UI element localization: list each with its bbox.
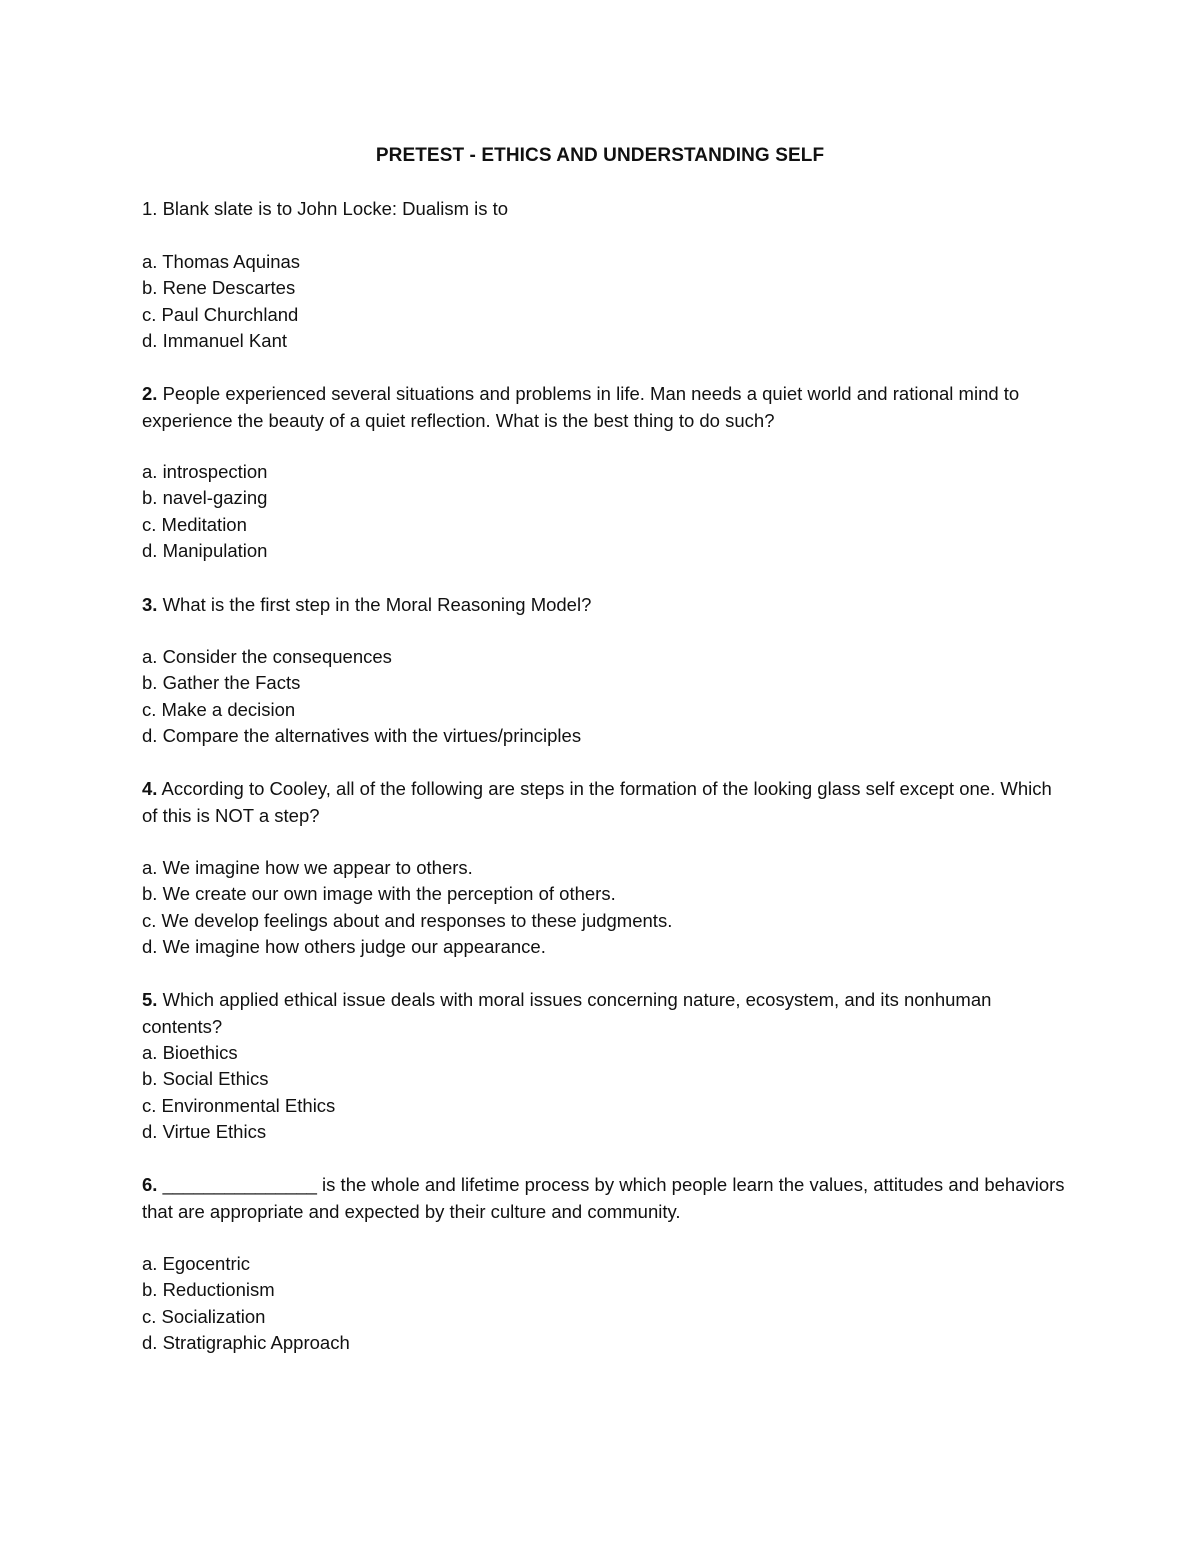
question-1-options <box>142 249 1042 355</box>
option-3d: d. Compare the alternatives with the virtues/principles <box>142 725 582 747</box>
option-3a: a. Consider the consequences <box>142 646 392 667</box>
option-2c: c. Meditation <box>142 513 247 535</box>
question-4 <box>142 776 1072 829</box>
question-5-options <box>142 1040 1042 1146</box>
option-3c: c. Make a decision <box>142 698 296 720</box>
question-3-number: 3. <box>142 594 158 615</box>
question-4-text: According to Cooley, all of the following are steps in the formation of the looking glass self except one. Which of this is NOT a step? <box>142 778 1052 826</box>
question-6-options <box>142 1251 1042 1357</box>
option-2a: a. introspection <box>142 461 268 482</box>
option-6c: c. Socialization <box>142 1305 266 1327</box>
option-5c: c. Environmental Ethics <box>142 1094 336 1116</box>
question-5 <box>142 987 1072 1040</box>
option-4b: b. We create our own image with the perception of others. <box>142 883 616 905</box>
question-4-number: 4. <box>142 778 158 799</box>
question-4-options <box>142 855 1042 961</box>
option-3b: b. Gather the Facts <box>142 672 301 694</box>
option-5b: b. Social Ethics <box>142 1068 269 1090</box>
question-2-text: People experienced several situations and problems in life. Man needs a quiet world and rational mind to experience the beauty of a quiet reflection. What is the best thing to do such? <box>142 383 1020 431</box>
question-6-number: 6. <box>142 1174 158 1195</box>
option-6b: b. Reductionism <box>142 1279 275 1301</box>
option-1a: a. Thomas Aquinas <box>142 251 301 272</box>
question-2-options <box>142 459 1042 565</box>
question-3-options <box>142 644 1042 750</box>
question-1-number: 1. <box>142 198 158 219</box>
option-4c: c. We develop feelings about and responses to these judgments. <box>142 909 673 931</box>
question-2-number: 2. <box>142 383 158 404</box>
question-1 <box>142 196 1072 223</box>
option-1b: b. Rene Descartes <box>142 277 296 299</box>
option-5d: d. Virtue Ethics <box>142 1121 267 1143</box>
option-6a: a. Egocentric <box>142 1253 250 1274</box>
question-5-text: Which applied ethical issue deals with moral issues concerning nature, ecosystem, and its nonhuman contents? <box>142 989 992 1037</box>
option-4a: a. We imagine how we appear to others. <box>142 857 473 878</box>
option-6d: d. Stratigraphic Approach <box>142 1332 350 1354</box>
question-3 <box>142 592 1072 619</box>
question-2 <box>142 381 1072 434</box>
question-6-text: _______________ is the whole and lifetime process by which people learn the values, attitudes and behaviors that are appropriate and expected by their culture and community. <box>142 1174 1065 1222</box>
question-5-number: 5. <box>142 989 158 1010</box>
question-1-text: Blank slate is to John Locke: Dualism is to <box>157 198 509 219</box>
option-2b: b. navel-gazing <box>142 487 268 509</box>
option-1d: d. Immanuel Kant <box>142 330 287 352</box>
question-3-text: What is the first step in the Moral Reasoning Model? <box>157 594 592 615</box>
option-4d: d. We imagine how others judge our appearance. <box>142 936 546 958</box>
option-5a: a. Bioethics <box>142 1042 238 1063</box>
page-title: PRETEST - ETHICS AND UNDERSTANDING SELF <box>375 145 825 166</box>
option-2d: d. Manipulation <box>142 540 268 562</box>
question-6 <box>142 1172 1072 1225</box>
option-1c: c. Paul Churchland <box>142 303 299 325</box>
